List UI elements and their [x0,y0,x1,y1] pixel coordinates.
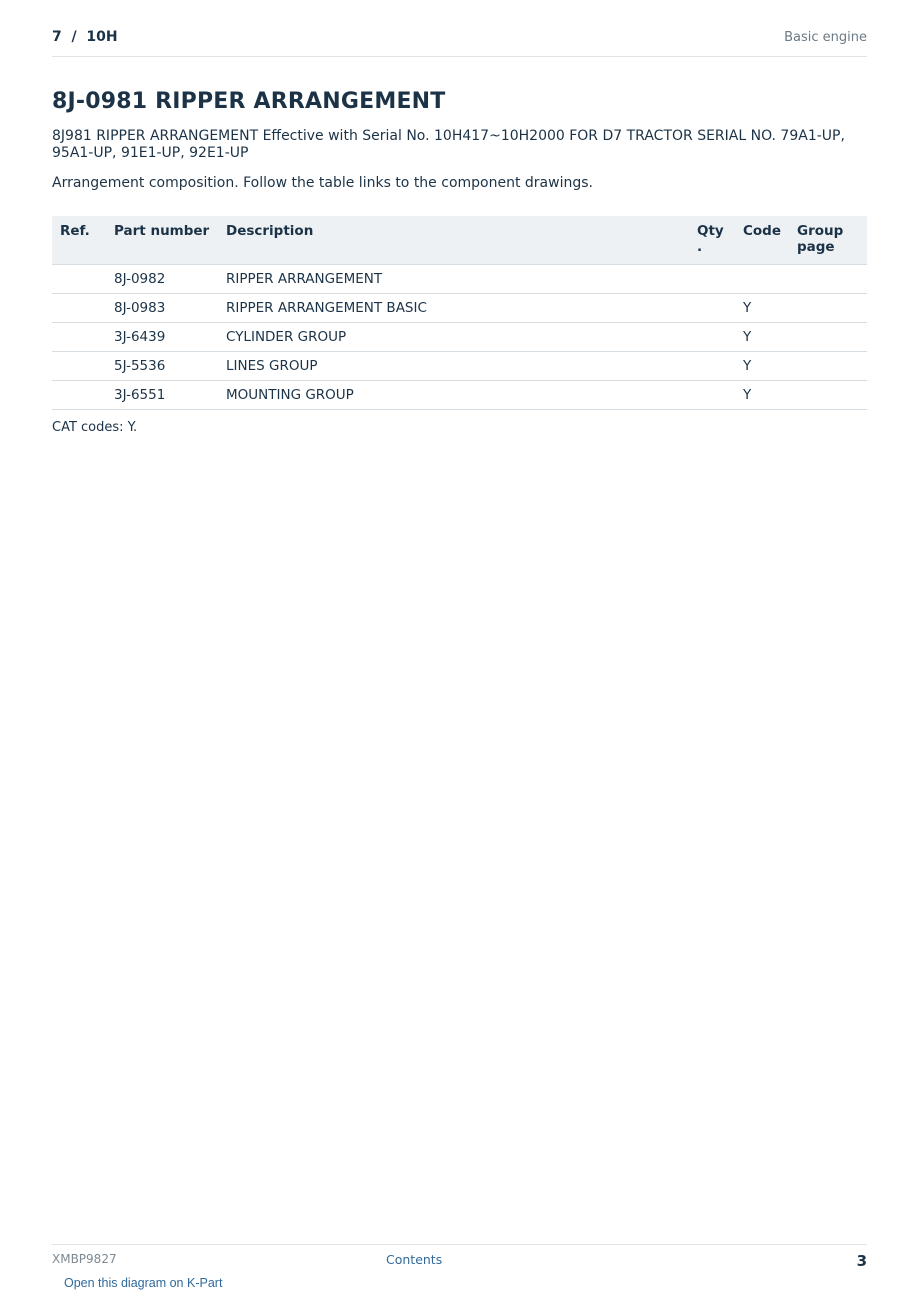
row-code [735,265,789,294]
header-group-page: Group page [789,216,867,265]
cat-codes-note: CAT codes: Y. [52,420,138,435]
row-ref [52,323,106,352]
header-part-number: Part number [106,216,218,265]
breadcrumb: 7 / 10H [52,29,118,45]
row-description: LINES GROUP [218,352,689,381]
row-qty [689,294,735,323]
row-group-page [789,265,867,294]
document-id: XMBP9827 [52,1252,117,1266]
table-row[interactable] [52,323,867,352]
row-description: RIPPER ARRANGEMENT [218,265,689,294]
section-name: Basic engine [784,30,867,45]
row-ref [52,265,106,294]
row-group-page [789,381,867,410]
table-row[interactable] [52,381,867,410]
row-part-number: 3J-6439 [106,323,218,352]
row-group-page [789,352,867,381]
page-title: 8J-0981 RIPPER ARRANGEMENT [52,89,446,114]
row-part-number: 8J-0982 [106,265,218,294]
row-code: Y [735,381,789,410]
row-qty [689,323,735,352]
header-qty: Qty . [689,216,735,265]
row-code: Y [735,352,789,381]
row-description: RIPPER ARRANGEMENT BASIC [218,294,689,323]
table-row[interactable] [52,294,867,323]
row-description: CYLINDER GROUP [218,323,689,352]
row-part-number: 5J-5536 [106,352,218,381]
row-qty [689,265,735,294]
row-description: MOUNTING GROUP [218,381,689,410]
row-code: Y [735,323,789,352]
intro-text: Arrangement composition. Follow the table links to the component drawings. [52,175,593,191]
row-qty [689,352,735,381]
footer-divider [52,1244,867,1245]
table-header-row [52,216,867,265]
row-part-number: 8J-0983 [106,294,218,323]
row-code: Y [735,294,789,323]
arrangement-description: 8J981 RIPPER ARRANGEMENT Effective with Serial No. 10H417~10H2000 FOR D7 TRACTOR SERIAL NO. 79A1-UP, 95A1-UP, 91E1-UP, 92E1-UP [52,128,845,161]
contents-link[interactable]: Contents [386,1252,443,1267]
row-group-page [789,323,867,352]
header-ref: Ref. [52,216,106,265]
row-ref [52,352,106,381]
table-row[interactable] [52,265,867,294]
header-description: Description [218,216,689,265]
row-ref [52,294,106,323]
page-number: 3 [856,1252,867,1270]
row-qty [689,381,735,410]
row-part-number: 3J-6551 [106,381,218,410]
page-header [52,28,867,57]
table-row[interactable] [52,352,867,381]
row-ref [52,381,106,410]
header-code: Code [735,216,789,265]
parts-table [52,216,867,410]
row-group-page [789,294,867,323]
open-on-kpart-link[interactable]: Open this diagram on K-Part [64,1276,223,1290]
